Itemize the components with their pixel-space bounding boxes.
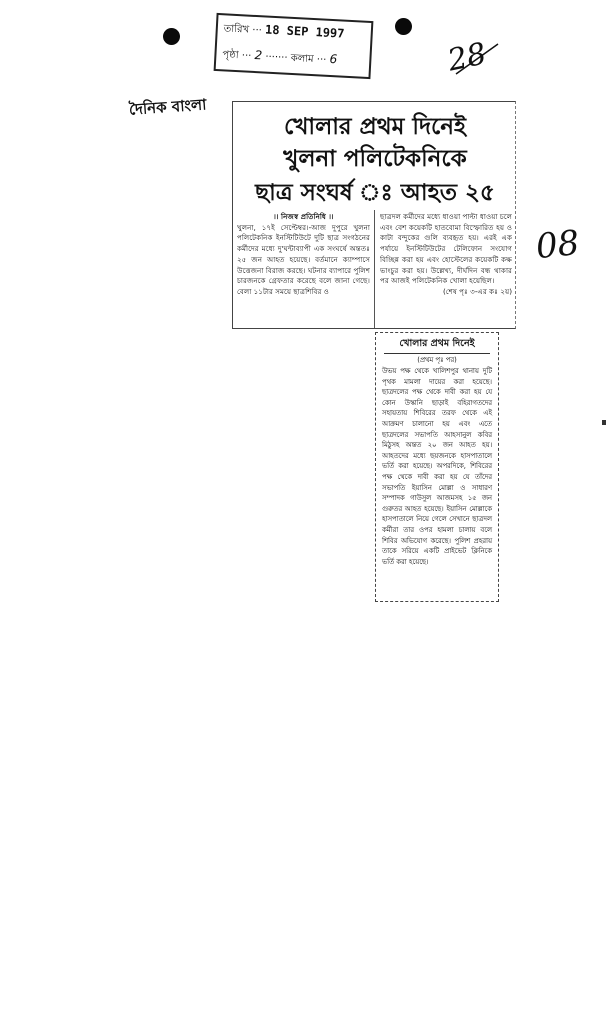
continuation-clipping — [375, 332, 499, 602]
article-clipping — [232, 101, 516, 329]
headline-line-3: ছাত্র সংঘর্ষ ঃ আহত ২৫ — [255, 179, 495, 206]
punch-hole-left — [163, 28, 180, 45]
headline-line-2: খুলনা পলিটেকনিকে — [283, 145, 467, 172]
article-column-1-text: খুলনা, ১৭ই সেপ্টেম্বর।-আজ দুপুরে খুলনা পলিটেকনিক ইনস্টিটিউটে দুটি ছাত্র সংগঠনের কর্মীদের মধ্যে দু'ঘন্টাব্যাপী এক সংঘর্ষে অন্ততঃ ২৫ জন আহত হয়েছে। বর্তমানে ক্যাম্পাসে উত্তেজনা বিরাজ করছে। ঘটনার ব্যাপারে পুলিশ চারজনকে গ্রেফতার করেছে বলে জানা গেছে। বেলা ১১টার সময়ে ছাত্রশিবির ও — [237, 222, 370, 296]
column-divider — [374, 210, 375, 328]
stamp-date-value: 18 SEP 1997 — [264, 22, 345, 41]
handwritten-side-number: 08 — [534, 222, 582, 268]
continuation-body: উভয় পক্ষ থেকে খালিশপুর থানায় দুটি পৃথক মামলা দায়ের করা হয়েছে। ছাত্রদলের পক্ষ থেকে দাবী করা হয় যে কোন উস্কানি ছাড়াই বহিরাগতদের সহায়তায় শিবিরের তরফ থেকে এই আক্রমণ চালানো হয় এবং এতে ছাত্রদলের সভাপতি আহসানুল কবির মিঠুসহ অন্তত ২০ জন আহত হয়। আহতদের মধ্যে ছয়জনকে হাসপাতালে ভর্তি করা হয়েছে। অপরদিকে, শিবিরের পক্ষ থেকে দাবী করা হয় যে তাঁদের সভাপতি ইয়াসিন মোল্লা ও সাধারণ সম্পাদক গাউসুল আজমসহ ১৫ জন গুরুতর আহত হয়েছে। ইয়াসিন মোল্লাকে হাসপাতালে নিয়ে গেলে সেখানে ছাত্রদল কর্মীরা তার ওপর হামলা চালায় বলে শিবির অভিযোগ করেছে। পুলিশ প্রহরায় তাকে সরিয়ে একটি প্রাইভেট ক্লিনিকে ভর্তি করা হয়েছে। — [382, 367, 492, 566]
article-byline: ।। নিজস্ব প্রতিনিধি ।। — [273, 212, 334, 221]
stamp-column-label: কলাম — [290, 52, 314, 66]
handwritten-number-top: 28 — [444, 36, 490, 79]
date-stamp: তারিখ ··· 18 SEP 1997 পৃষ্ঠা ··· 2 ······· কলাম ··· 6 — [214, 13, 374, 79]
edge-mark — [602, 420, 606, 425]
article-column-2 — [380, 212, 512, 328]
stamp-page-label: পৃষ্ঠা — [222, 49, 239, 62]
stamp-page-value: 2 — [254, 47, 263, 63]
newspaper-name: দৈনিক বাংলা — [128, 95, 208, 119]
article-column-1 — [237, 212, 370, 328]
stamp-column-value: 6 — [329, 51, 338, 67]
handwritten-underline — [452, 40, 502, 80]
stamp-date-label: তারিখ — [223, 23, 250, 36]
continuation-subline: (প্রথম পৃঃ পর) — [417, 356, 457, 364]
article-column-2-text: ছাত্রদল কর্মীদের মধ্যে ধাওয়া পাল্টা ধাওয়া চলে এবং বেশ কয়েকটি হাতবোমা বিস্ফোরিত হয় ও কাটা বন্দুকের গুলি ব্যবহৃত হয়। এরই এক পর্যায়ে ইনস্টিটিউটের টেলিফোন সংযোগ বিচ্ছিন্ন করা হয় এবং হোস্টেলের কয়েকটি কক্ষ ভাংচুর করা হয়। উল্লেখ্য, দীর্ঘদিন বন্ধ থাকার পর আজই পলিটেকনিক খোলা হয়েছিল। — [380, 212, 512, 286]
headline-line-1: খোলার প্রথম দিনেই — [283, 113, 466, 140]
continuation-headline: খোলার প্রথম দিনেই — [384, 337, 490, 354]
punch-hole-right — [395, 18, 412, 35]
article-continuation-note: (শেষ পৃঃ ৩-এর কঃ ২য়) — [442, 286, 512, 296]
